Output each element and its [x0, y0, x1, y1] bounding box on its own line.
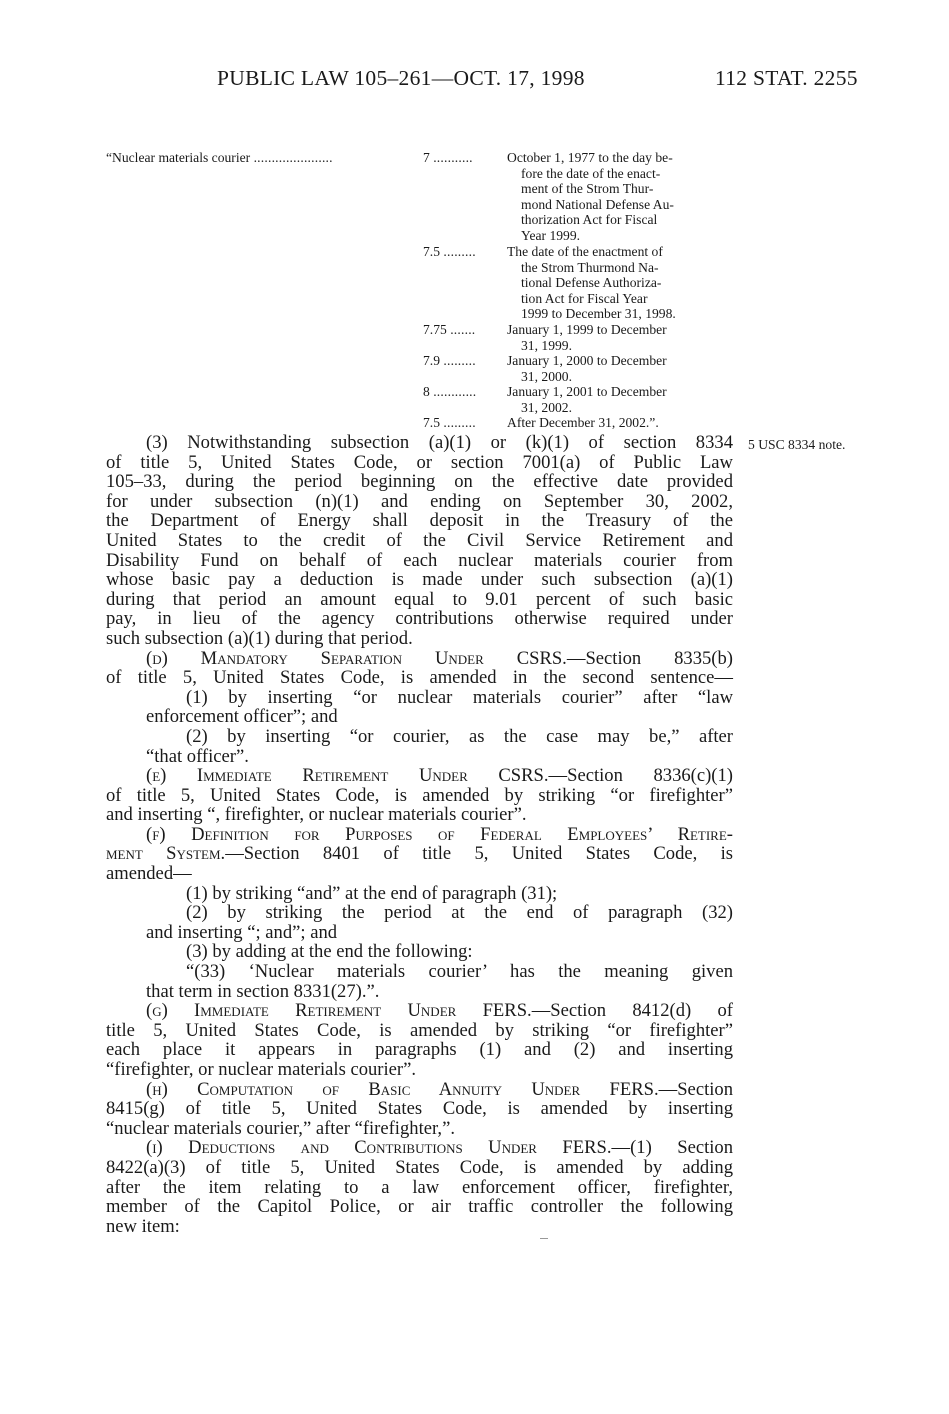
text-line: “(33) ‘Nuclear materials courier’ has the meaning given: [186, 961, 733, 983]
text-line: member of the Capitol Police, or air traffic controller the following: [106, 1196, 733, 1218]
table-row-period: [507, 415, 659, 431]
table-position-label: [106, 150, 333, 166]
table-row-period: [507, 150, 674, 244]
table-row-pct: [423, 322, 475, 338]
section-i-heading: (i) Deductions and Contributions Under FERS.: [146, 1137, 612, 1159]
text-line: whose basic pay a deduction is made under such subsection (a)(1): [106, 569, 733, 591]
table-row-pct: [423, 384, 476, 400]
text-line: “nuclear materials courier,” after “firefighter,”.: [106, 1117, 455, 1139]
text-line: new item:: [106, 1215, 180, 1237]
text-line: title 5, United States Code, is amended by striking “or firefighter”: [106, 1019, 733, 1041]
period-line: 1999 to December 31, 1998.: [521, 306, 676, 322]
text-line: and inserting “; and”; and: [146, 921, 338, 943]
table-row-pct: [423, 244, 476, 260]
text-line: each place it appears in paragraphs (1) and (2) and inserting: [106, 1039, 733, 1061]
text-line: Disability Fund on behalf of each nuclear materials courier from: [106, 549, 733, 571]
text-line: “that officer”.: [146, 745, 249, 767]
text-line: enforcement officer”; and: [146, 706, 338, 728]
pct-value: 7.75: [423, 322, 447, 337]
text-line: after the item relating to a law enforcement officer, firefighter,: [106, 1176, 733, 1198]
section-e-line: [106, 766, 733, 786]
pct-leader: .........: [443, 415, 476, 430]
pct-value: 7.5: [423, 244, 440, 259]
pct-leader: ...........: [433, 150, 473, 165]
table-row-period: [507, 322, 667, 353]
text-line: that term in section 8331(27).”.: [146, 980, 380, 1002]
section-d-text: —Section 8335(b): [566, 647, 733, 669]
pct-leader: .......: [450, 322, 476, 337]
period-line: January 1, 2001 to December: [507, 384, 667, 399]
period-line: thorization Act for Fiscal: [521, 212, 658, 228]
section-e-heading: (e) Immediate Retirement Under CSRS.: [146, 765, 549, 787]
text-line: 105–33, during the period beginning on the effective date provided: [106, 471, 733, 493]
section-g-text: —Section 8412(d) of: [531, 1000, 733, 1022]
section-f-line: [106, 844, 733, 864]
period-line: tion Act for Fiscal Year: [521, 290, 648, 306]
pct-leader: .........: [443, 353, 476, 368]
period-line: the Strom Thurmond Na-: [521, 259, 659, 275]
text-line: (1) by inserting “or nuclear materials courier” after “law: [186, 686, 733, 708]
text-line: 8422(a)(3) of title 5, United States Code, is amended by adding: [106, 1156, 733, 1178]
text-line: such subsection (a)(1) during that period.: [106, 627, 413, 649]
period-line: 31, 2002.: [521, 399, 572, 415]
text-line: during that period an amount equal to 9.01 percent of such basic: [106, 588, 733, 610]
text-line: “firefighter, or nuclear materials courier”.: [106, 1059, 417, 1080]
text-line: for under subsection (n)(1) and ending on September 30, 2002,: [106, 490, 733, 512]
table-row-period: [507, 353, 667, 384]
text-line: (2) by inserting “or courier, as the case may be,” after: [186, 725, 733, 747]
period-line: tional Defense Authoriza-: [521, 275, 662, 291]
section-g-heading: (g) Immediate Retirement Under FERS.: [146, 1000, 532, 1022]
paragraph-3: [106, 433, 733, 1236]
period-line: 31, 2000.: [521, 368, 572, 384]
pct-value: 7.5: [423, 415, 440, 430]
section-i-text: —(1) Section: [611, 1137, 733, 1159]
section-f-text: —Section 8401 of title 5, United States Code, is: [225, 843, 733, 865]
pct-value: 8: [423, 384, 430, 399]
margin-note: 5 USC 8334 note.: [748, 437, 846, 452]
pct-leader: .........: [443, 244, 476, 259]
period-line: January 1, 1999 to December: [507, 322, 667, 337]
section-i-line: [106, 1138, 733, 1158]
table-row-pct: [423, 353, 476, 369]
section-h-line: [106, 1080, 733, 1100]
table-row-pct: [423, 415, 476, 431]
section-h-text: —Section: [658, 1078, 733, 1100]
pct-value: 7.9: [423, 353, 440, 368]
section-f-heading: (f) Definition for Purposes of Federal Employees’ Retire-: [146, 823, 733, 845]
period-line: Year 1999.: [521, 227, 581, 243]
table-row-pct: [423, 150, 473, 166]
text-line: amended—: [106, 863, 192, 885]
position-label-leader: ......................: [253, 150, 333, 165]
period-line: January 1, 2000 to December: [507, 353, 667, 368]
period-line: After December 31, 2002.”.: [507, 415, 659, 430]
text-line: (3) Notwithstanding subsection (a)(1) or (k)(1) of section 8334: [146, 432, 733, 453]
pct-leader: ............: [433, 384, 477, 399]
text-line: the Department of Energy shall deposit in the Treasury of the: [106, 510, 733, 532]
position-label-text: “Nuclear materials courier: [106, 150, 251, 165]
section-e-text: —Section 8336(c)(1): [548, 765, 733, 787]
table-row-period: [507, 244, 676, 322]
section-f-heading-cont: ment System.: [106, 843, 226, 865]
text-line: United States to the credit of the Civil Service Retirement and: [106, 529, 733, 551]
section-d-line: [106, 649, 733, 669]
section-h-heading: (h) Computation of Basic Annuity Under FERS.: [146, 1078, 659, 1100]
section-d-heading: (d) Mandatory Separation Under CSRS.: [146, 647, 567, 669]
text-line: (1) by striking “and” at the end of paragraph (31);: [186, 882, 558, 904]
text-line: pay, in lieu of the agency contributions otherwise required under: [106, 608, 733, 630]
section-g-line: [106, 1001, 733, 1021]
period-line: 31, 1999.: [521, 337, 572, 353]
running-header-title: PUBLIC LAW 105–261—OCT. 17, 1998: [217, 66, 585, 90]
period-line: ment of the Strom Thur-: [521, 181, 654, 197]
text-line: (3) by adding at the end the following:: [186, 941, 473, 963]
text-line: of title 5, United States Code, is amended by striking “or firefighter”: [106, 784, 733, 806]
pct-value: 7: [423, 150, 430, 165]
text-line: 8415(g) of title 5, United States Code, is amended by inserting: [106, 1098, 733, 1120]
text-line: of title 5, United States Code, is amended in the second sentence—: [106, 667, 733, 689]
period-line: October 1, 1977 to the day be-: [507, 150, 673, 165]
text-line: (2) by striking the period at the end of paragraph (32): [186, 902, 733, 924]
text-line: of title 5, United States Code, or section 7001(a) of Public Law: [106, 451, 733, 473]
text-line: and inserting “, firefighter, or nuclear materials courier”.: [106, 804, 527, 826]
period-line: fore the date of the enact-: [521, 165, 661, 181]
period-line: mond National Defense Au-: [521, 196, 674, 212]
page-footer-mark: [540, 1238, 548, 1239]
table-row-period: [507, 384, 667, 415]
stat-page-number: 112 STAT. 2255: [715, 66, 858, 90]
period-line: The date of the enactment of: [507, 244, 663, 259]
